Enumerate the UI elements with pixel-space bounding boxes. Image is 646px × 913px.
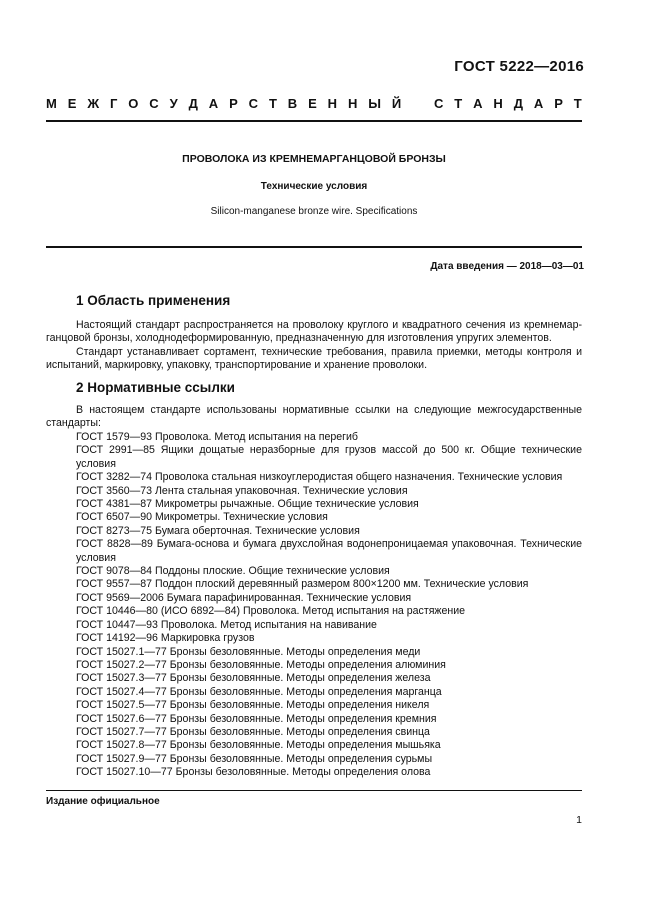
- document-title-english: Silicon-manganese bronze wire. Specifications: [210, 206, 418, 217]
- section-2-heading: 2 Нормативные ссылки: [76, 380, 235, 395]
- document-code: ГОСТ 5222—2016: [454, 58, 584, 75]
- reference-item: ГОСТ 15027.6—77 Бронзы безоловянные. Методы определения кремния: [76, 712, 437, 725]
- reference-item: ГОСТ 15027.7—77 Бронзы безоловянные. Методы определения свинца: [76, 725, 430, 738]
- reference-item: ГОСТ 15027.1—77 Бронзы безоловянные. Методы определения меди: [76, 645, 421, 658]
- section-2-intro: [46, 404, 582, 431]
- standard-type-letter: Й: [391, 96, 402, 111]
- reference-item: ГОСТ 3560—73 Лента стальная упаковочная. Технические условия: [76, 484, 408, 497]
- reference-item: ГОСТ 15027.4—77 Бронзы безоловянные. Методы определения марганца: [76, 685, 442, 698]
- reference-item: ГОСТ 6507—90 Микрометры. Технические условия: [76, 511, 328, 524]
- normative-references-list: [46, 431, 582, 780]
- section-1-heading: 1 Область применения: [76, 293, 231, 308]
- standard-type-letter: Р: [229, 96, 238, 111]
- reference-item: ГОСТ 15027.9—77 Бронзы безоловянные. Методы определения сурьмы: [76, 752, 433, 765]
- reference-item: ГОСТ 10447—93 Проволока. Метод испытания на навивание: [76, 618, 377, 631]
- reference-item: ГОСТ 15027.2—77 Бронзы безоловянные. Методы определения алюминия: [76, 658, 446, 671]
- standard-type-heading: [46, 96, 582, 111]
- section-2-intro-text: В настоящем стандарте использованы нормативные ссылки на следующие межгосударственные стандарты:: [46, 404, 582, 430]
- standard-type-letter: Ы: [368, 96, 381, 111]
- introduction-date: Дата введения — 2018—03—01: [430, 261, 584, 272]
- section-1-paragraph-2: [46, 346, 582, 373]
- standard-type-letter: А: [208, 96, 219, 111]
- section-1-paragraph-1: [46, 319, 582, 346]
- reference-item: ГОСТ 15027.10—77 Бронзы безоловянные. Методы определения олова: [76, 766, 431, 779]
- footer-rule: [46, 790, 582, 791]
- reference-item: ГОСТ 1579—93 Проволока. Метод испытания на перегиб: [76, 431, 358, 443]
- reference-item: ГОСТ 9078—84 Поддоны плоские. Общие технические условия: [76, 565, 390, 578]
- section-1-paragraph-1-text: Настоящий стандарт распространяется на проволоку круглого и квадратного сечения из кремнемарганцовой бронзы, холоднодеформированную, предназначенную для изготовления упругих элементов.: [46, 319, 582, 345]
- reference-item: ГОСТ 15027.8—77 Бронзы безоловянные. Методы определения мышьяка: [76, 739, 441, 752]
- standard-type-letter: М: [46, 96, 57, 111]
- standard-type-letter: Н: [347, 96, 358, 111]
- standard-type-letter: Е: [308, 96, 317, 111]
- document-title: ПРОВОЛОКА ИЗ КРЕМНЕМАРГАНЦОВОЙ БРОНЗЫ: [182, 153, 446, 165]
- standard-type-letter: Д: [188, 96, 198, 111]
- standard-type-letter: Т: [573, 96, 582, 111]
- reference-item: ГОСТ 14192—96 Маркировка грузов: [76, 632, 255, 645]
- standard-type-letter: У: [169, 96, 178, 111]
- header-rule: [46, 120, 582, 122]
- standard-type-letter: Н: [493, 96, 503, 111]
- standard-type-letter: В: [287, 96, 298, 111]
- standard-type-letter: Р: [554, 96, 563, 111]
- reference-item: ГОСТ 4381—87 Микрометры рычажные. Общие технические условия: [76, 498, 419, 511]
- title-rule: [46, 246, 582, 248]
- reference-item: ГОСТ 9569—2006 Бумага парафинированная. Технические условия: [76, 591, 412, 604]
- reference-item: ГОСТ 15027.3—77 Бронзы безоловянные. Методы определения железа: [76, 672, 431, 685]
- reference-item: ГОСТ 9557—87 Поддон плоский деревянный размером 800×1200 мм. Технические условия: [76, 578, 529, 591]
- reference-item: ГОСТ 15027.5—77 Бронзы безоловянные. Методы определения никеля: [76, 699, 430, 712]
- reference-item: ГОСТ 2991—85 Ящики дощатые неразборные для грузов массой до 500 кг. Общие технические условия: [76, 444, 582, 470]
- standard-type-letter: С: [433, 96, 444, 111]
- document-subtitle: Технические условия: [260, 181, 368, 192]
- standard-type-letter: А: [473, 96, 483, 111]
- standard-type-letter: Т: [454, 96, 463, 111]
- page-number: 1: [576, 814, 582, 826]
- standard-type-letter: Е: [67, 96, 77, 111]
- reference-item: ГОСТ 8828—89 Бумага-основа и бумага двухслойная водонепроницаемая упаковочная. Технические условия: [76, 538, 582, 564]
- standard-type-letter: О: [128, 96, 139, 111]
- standard-type-letter: С: [248, 96, 259, 111]
- official-edition-label: Издание официальное: [46, 796, 160, 807]
- reference-item: ГОСТ 8273—75 Бумага оберточная. Технические условия: [76, 524, 360, 537]
- standard-type-letter: С: [149, 96, 159, 111]
- standard-type-letter: Н: [327, 96, 338, 111]
- reference-item: ГОСТ 3282—74 Проволока стальная низкоуглеродистая общего назначения. Технические условия: [76, 471, 563, 484]
- standard-type-letter: Г: [109, 96, 118, 111]
- standard-type-letter: Ж: [87, 96, 100, 111]
- section-1-paragraph-2-text: Стандарт устанавливает сортамент, технические требования, правила приемки, методы контроля и испытаний, маркировку, упаковку, транспортирование и хранение проволоки.: [46, 346, 582, 372]
- reference-item: ГОСТ 10446—80 (ИСО 6892—84) Проволока. Метод испытания на растяжение: [76, 605, 466, 618]
- standard-type-letter: Т: [268, 96, 277, 111]
- standard-type-letter: Д: [513, 96, 523, 111]
- standard-type-letter: А: [533, 96, 544, 111]
